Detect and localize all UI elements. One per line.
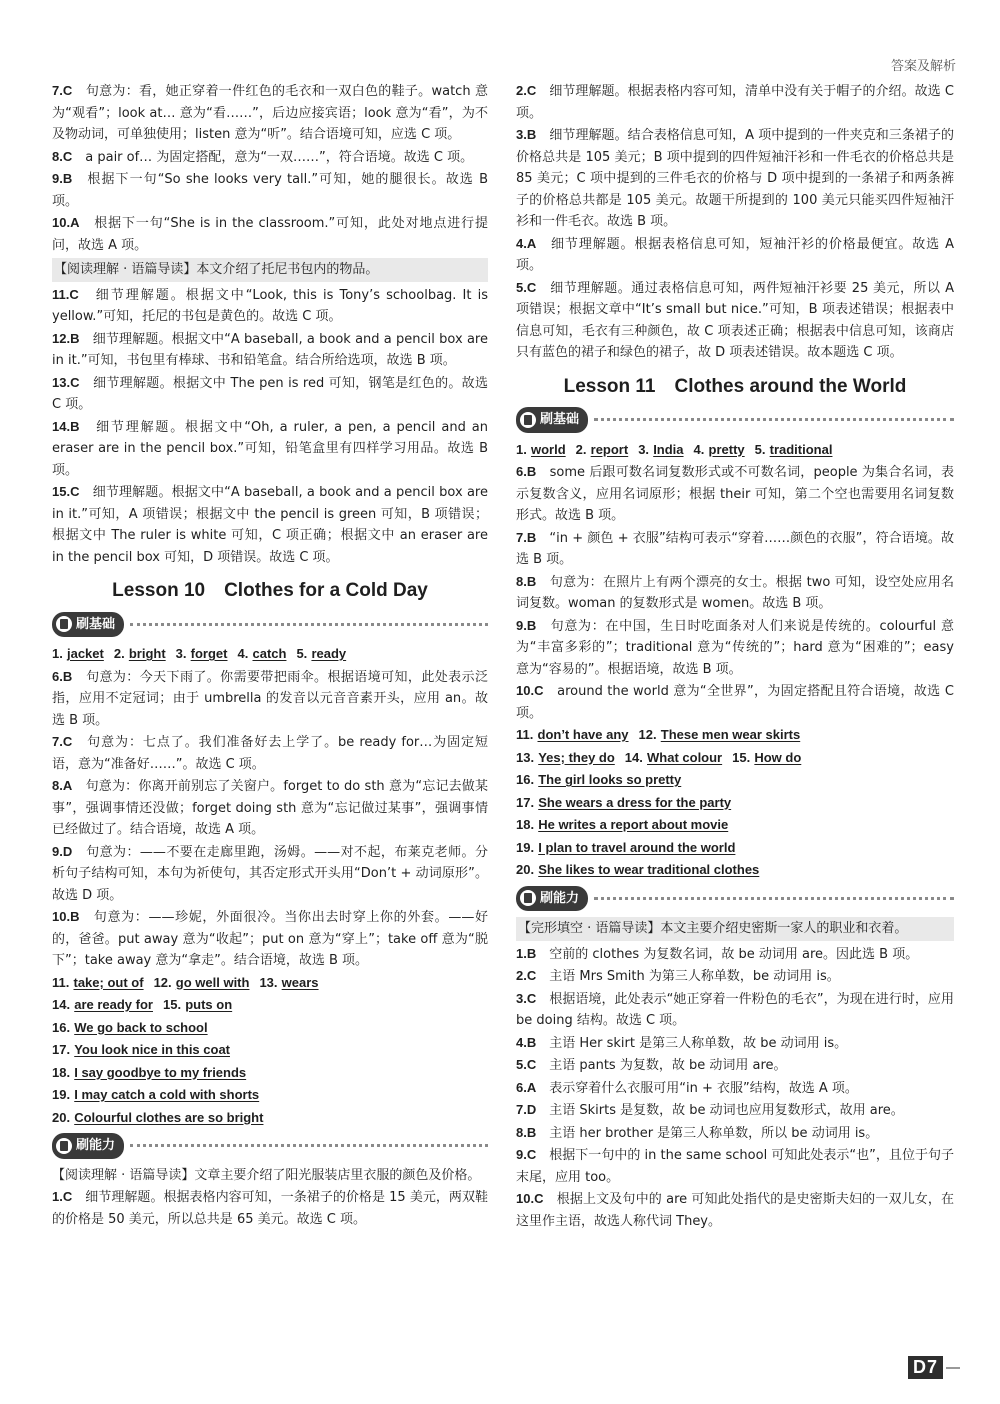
sentence-answer bbox=[52, 1084, 488, 1107]
brush-icon bbox=[56, 1138, 72, 1154]
item-answer: I say goodbye to my friends bbox=[74, 1064, 247, 1080]
dotted-divider bbox=[130, 623, 488, 626]
item-number: 14. bbox=[624, 749, 643, 765]
sentence-answer bbox=[516, 792, 954, 815]
item-answer: D bbox=[62, 843, 73, 859]
item-number: 1. bbox=[52, 1189, 63, 1204]
item-number: 6. bbox=[516, 464, 527, 479]
item-answer: puts on bbox=[185, 997, 233, 1012]
item-explanation: a pair of… 为固定搭配，意为“一双……”，符合语境。故选 C 项。 bbox=[85, 149, 474, 165]
reading-intro-2: 【阅读理解 · 语篇导读】文章主要介绍了阳光服装店里衣服的颜色及价格。 bbox=[52, 1167, 481, 1183]
item-explanation: 细节理解题。通过表格信息可知，两件短袖汗衫要 25 美元，所以 A 项错误；根据文章中“It’s small but nice.”可知，B 项表述错误；根据表中信息可知，毛衣有三种颜色，故 C 项表述正确；根据表中信息可知，该商店只有蓝色的裙子和绿色的裙子，故 D 项表述错误。故本题选 C 项。 bbox=[516, 280, 954, 360]
item-number: 11. bbox=[52, 974, 70, 990]
item-number: 4. bbox=[516, 1034, 527, 1050]
answer-item bbox=[516, 988, 954, 1032]
item-number: 18. bbox=[516, 817, 535, 832]
item-number: 3. bbox=[516, 127, 527, 142]
item-number: 19. bbox=[52, 1087, 71, 1102]
fill-answer bbox=[639, 728, 801, 743]
item-number: 14. bbox=[52, 418, 71, 434]
item-answer: What colour bbox=[647, 749, 723, 765]
answer-item bbox=[52, 775, 488, 841]
item-answer: She wears a dress for the party bbox=[538, 794, 732, 810]
item-number: 4. bbox=[693, 441, 705, 457]
item-number: 12. bbox=[52, 330, 71, 346]
item-answer: A bbox=[62, 778, 73, 793]
page-number: D7 bbox=[908, 1356, 943, 1379]
sentence-answer bbox=[52, 1062, 488, 1085]
answer-item bbox=[516, 527, 954, 571]
item-answer: B bbox=[70, 909, 80, 924]
item-answer: I plan to travel around the world bbox=[538, 839, 736, 855]
right-column bbox=[516, 80, 954, 1232]
right-items-b bbox=[516, 943, 954, 1233]
answer-item bbox=[516, 680, 954, 724]
item-answer: He writes a report about movie bbox=[538, 817, 729, 832]
item-number: 13. bbox=[516, 749, 535, 765]
item-answer: take; out of bbox=[73, 974, 144, 990]
item-answer: B bbox=[526, 945, 537, 961]
item-explanation: 细节理解题。根据表格内容可知，清单中没有关于帽子的介绍。故选 C 项。 bbox=[516, 84, 954, 121]
item-number: 6. bbox=[516, 1079, 527, 1095]
item-answer: C bbox=[62, 734, 73, 749]
answer-item bbox=[516, 277, 954, 364]
answer-item bbox=[52, 168, 488, 212]
item-number: 5. bbox=[296, 646, 308, 661]
item-answer: report bbox=[590, 441, 629, 457]
item-answer: C bbox=[534, 683, 544, 698]
item-number: 7. bbox=[52, 734, 63, 749]
fill-answer bbox=[638, 443, 683, 458]
page-number-tag bbox=[908, 1356, 960, 1379]
item-answer: C bbox=[526, 968, 537, 983]
left-items-b bbox=[52, 284, 488, 569]
answer-item bbox=[516, 943, 954, 966]
item-answer: C bbox=[70, 484, 80, 499]
item-answer: C bbox=[69, 286, 79, 302]
item-explanation: 主语 her brother 是第三人称单数，所以 be 动词用 is。 bbox=[549, 1125, 879, 1141]
item-explanation: 根据语境，此处表示“她正穿着一件粉色的毛衣”，为现在进行时，应用 be doing 结构。故选 C 项。 bbox=[516, 991, 954, 1028]
answer-item bbox=[516, 124, 954, 233]
item-answer: She likes to wear traditional clothes bbox=[538, 862, 760, 877]
basic-section-banner bbox=[52, 612, 488, 638]
brush-icon bbox=[56, 616, 72, 632]
item-answer: India bbox=[653, 441, 684, 457]
item-number: 1. bbox=[516, 441, 527, 457]
answer-item bbox=[516, 1122, 954, 1145]
item-answer: D bbox=[526, 1102, 537, 1117]
item-answer: C bbox=[526, 990, 537, 1006]
item-number: 7. bbox=[52, 83, 63, 98]
answer-item bbox=[516, 1077, 954, 1100]
item-number: 19. bbox=[516, 839, 535, 855]
page-number-rule bbox=[946, 1367, 960, 1369]
l10-fill-row-2 bbox=[52, 972, 488, 995]
left-items-a bbox=[52, 80, 488, 256]
item-answer: go well with bbox=[175, 974, 250, 990]
answer-item bbox=[52, 80, 488, 146]
item-explanation: 主语 Her skirt 是第三人称单数，故 be 动词用 is。 bbox=[549, 1035, 848, 1051]
item-answer: C bbox=[62, 1189, 73, 1204]
answer-item bbox=[52, 906, 488, 972]
item-answer: C bbox=[70, 374, 80, 390]
item-answer: B bbox=[526, 573, 537, 589]
answer-item bbox=[516, 615, 954, 681]
item-answer: C bbox=[526, 279, 537, 295]
answer-item bbox=[52, 1186, 488, 1230]
item-answer: C bbox=[526, 1057, 537, 1072]
right-items-a bbox=[516, 80, 954, 364]
item-number: 9. bbox=[516, 1147, 527, 1162]
item-number: 5. bbox=[516, 279, 527, 295]
item-answer: jacket bbox=[66, 646, 104, 661]
fill-answer bbox=[238, 647, 287, 662]
item-explanation: 空前的 clothes 为复数名词，故 be 动词用 are。因此选 B 项。 bbox=[549, 946, 919, 962]
item-number: 4. bbox=[237, 646, 249, 661]
item-explanation: 细节理解题。根据文中 The pen is red 可知，钢笔是红色的。故选 C 项。 bbox=[52, 375, 488, 412]
fill-answer bbox=[625, 751, 722, 766]
item-answer: B bbox=[70, 418, 80, 434]
reading-intro: 【阅读理解 · 语篇导读】本文介绍了托尼书包内的物品。 bbox=[52, 258, 488, 282]
item-answer: wears bbox=[281, 974, 319, 990]
item-answer: We go back to school bbox=[74, 1019, 208, 1035]
item-explanation: 根据上文及句中的 are 可知此处指代的是史密斯夫妇的一双儿女，在这里作主语，故选人称代词 They。 bbox=[516, 1192, 954, 1229]
item-number: 16. bbox=[516, 772, 535, 787]
item-explanation: 句意为：在照片上有两个漂亮的女士。根据 two 可知，设空处应用名词复数。woman 的复数形式是 women。故选 B 项。 bbox=[516, 574, 954, 611]
brush-icon bbox=[520, 412, 536, 428]
item-number: 10. bbox=[52, 215, 71, 230]
answer-item bbox=[52, 841, 488, 907]
item-number: 9. bbox=[52, 171, 63, 186]
item-explanation: 句意为：今天下雨了。你需要带把雨伞。根据语境可知，此处表示泛指，应用不定冠词；由于 umbrella 的发音以元音音素开头，应用 an。故选 B 项。 bbox=[52, 669, 488, 728]
fill-answer bbox=[296, 647, 346, 662]
item-answer: Yes; they do bbox=[538, 749, 615, 765]
item-number: 2. bbox=[516, 83, 527, 98]
item-number: 9. bbox=[52, 843, 63, 859]
item-answer: B bbox=[62, 668, 73, 684]
l11-fill-row-3 bbox=[516, 747, 954, 770]
basic-section-label: 刷基础 bbox=[516, 407, 588, 433]
answer-item bbox=[52, 731, 488, 775]
ability-section-banner bbox=[516, 886, 954, 912]
item-explanation: 表示穿着什么衣服可用“in + 衣服”结构，故选 A 项。 bbox=[549, 1080, 858, 1096]
item-number: 18. bbox=[52, 1064, 71, 1080]
fill-answer bbox=[163, 998, 232, 1013]
l10-fill-row-1 bbox=[52, 643, 488, 666]
item-number: 8. bbox=[516, 1124, 527, 1140]
item-explanation: 根据下一句中的 in the same school 可知此处表示“也”，且位于句子末尾，应用 too。 bbox=[516, 1148, 954, 1185]
item-explanation: “in + 颜色 + 衣服”结构可表示“穿着……颜色的衣服”，符合语境。故选 B 项。 bbox=[516, 530, 954, 567]
basic-section-banner bbox=[516, 407, 954, 433]
answer-item bbox=[516, 1032, 954, 1055]
sentence-answer bbox=[52, 1017, 488, 1040]
item-answer: don’t have any bbox=[537, 727, 629, 742]
item-explanation: 细节理解题。根据表格信息可知，短袖汗衫的价格最便宜。故选 A 项。 bbox=[516, 236, 954, 273]
item-explanation: 根据下一句“So she looks very tall.”可知，她的腿很长。故选 B 项。 bbox=[52, 172, 488, 209]
l11-sentences bbox=[516, 769, 954, 882]
item-number: 9. bbox=[516, 617, 527, 633]
item-answer: B bbox=[526, 464, 537, 479]
item-number: 2. bbox=[113, 646, 125, 661]
item-answer: These men wear skirts bbox=[660, 727, 801, 742]
item-number: 8. bbox=[52, 778, 63, 793]
brush-icon bbox=[520, 890, 536, 906]
item-explanation: 主语 Mrs Smith 为第三人称单数，be 动词用 is。 bbox=[549, 969, 840, 984]
item-explanation: 细节理解题。根据表格内容可知，一条裙子的价格是 15 美元，两双鞋的价格是 50 美元，所以总共是 65 美元。故选 C 项。 bbox=[52, 1190, 488, 1227]
answer-item bbox=[52, 666, 488, 732]
item-number: 15. bbox=[162, 997, 182, 1012]
answer-item bbox=[52, 372, 488, 416]
sentence-answer bbox=[516, 859, 954, 882]
lesson-11-title: Lesson 11 Clothes around the World bbox=[563, 375, 907, 397]
item-number: 8. bbox=[516, 573, 527, 589]
item-number: 1. bbox=[52, 646, 63, 661]
item-number: 2. bbox=[575, 441, 587, 457]
fill-answer bbox=[516, 751, 615, 766]
item-number: 17. bbox=[52, 1042, 71, 1057]
answer-item bbox=[516, 571, 954, 615]
item-number: 13. bbox=[52, 374, 71, 390]
item-number: 1. bbox=[516, 945, 527, 961]
cloze-intro: 【完形填空 · 语篇导读】本文主要介绍史密斯一家人的职业和衣着。 bbox=[516, 917, 954, 941]
l11-fill-row-2 bbox=[516, 724, 954, 747]
answer-item bbox=[516, 1188, 954, 1232]
l10-fill-row-3 bbox=[52, 994, 488, 1017]
item-number: 10. bbox=[52, 909, 71, 924]
basic-section-label: 刷基础 bbox=[52, 612, 124, 638]
item-number: 10. bbox=[516, 683, 535, 698]
left-items-c bbox=[52, 1186, 488, 1230]
item-explanation: around the world 意为“全世界”，为固定搭配且符合语境，故选 C 项。 bbox=[516, 684, 954, 721]
fill-answer bbox=[516, 443, 566, 458]
item-answer: bright bbox=[128, 646, 166, 661]
fill-answer bbox=[755, 443, 833, 458]
item-number: 20. bbox=[52, 1109, 71, 1125]
item-answer: You look nice in this coat bbox=[74, 1042, 230, 1057]
item-explanation: 句意为：在中国，生日时吃面条对人们来说是传统的。colourful 意为“丰富多彩的”；traditional 意为“传统的”；hard 意为“困难的”；easy 意为“容易的”。根据语境，故选 B 项。 bbox=[516, 618, 954, 677]
answer-item bbox=[52, 416, 488, 482]
item-number: 3. bbox=[516, 990, 527, 1006]
item-explanation: 主语 Skirts 是复数，故 be 动词也应用复数形式，故用 are。 bbox=[549, 1103, 904, 1118]
fill-answer bbox=[52, 647, 104, 662]
item-number: 8. bbox=[52, 148, 63, 164]
dotted-divider bbox=[594, 418, 954, 421]
item-number: 10. bbox=[516, 1191, 535, 1206]
l10-items bbox=[52, 666, 488, 972]
item-answer: B bbox=[70, 330, 80, 346]
item-number: 6. bbox=[52, 668, 63, 684]
item-answer: forget bbox=[190, 646, 228, 661]
fill-answer bbox=[259, 976, 318, 991]
item-answer: How do bbox=[754, 749, 802, 765]
item-number: 12. bbox=[638, 727, 657, 742]
lesson-10-title: Lesson 10 Clothes for a Cold Day bbox=[112, 580, 428, 601]
left-column bbox=[52, 80, 488, 1230]
fill-answer bbox=[516, 728, 629, 743]
item-explanation: 句意为：——珍妮，外面很冷。当你出去时穿上你的外套。——好的，爸爸。put away 意为“收起”；put on 意为“穿上”；take off 意为“脱下”；take away 意为“拿走”。结合语境，故选 B 项。 bbox=[52, 910, 488, 968]
item-number: 15. bbox=[52, 484, 71, 499]
item-explanation: 主语 pants 为复数，故 be 动词用 are。 bbox=[549, 1058, 787, 1073]
item-answer: world bbox=[530, 441, 566, 457]
item-answer: The girl looks so pretty bbox=[538, 772, 682, 787]
answer-item bbox=[516, 461, 954, 527]
item-number: 12. bbox=[153, 974, 172, 990]
ability-section-banner bbox=[52, 1133, 488, 1159]
fill-answer bbox=[154, 976, 250, 991]
item-number: 11. bbox=[516, 727, 534, 742]
item-answer: B bbox=[526, 127, 537, 142]
answer-item bbox=[52, 481, 488, 568]
item-explanation: 句意为：七点了。我们准备好去上学了。be ready for…为固定短语，意为“准备好……”。故选 C 项。 bbox=[52, 735, 488, 772]
item-answer: B bbox=[526, 617, 537, 633]
item-answer: A bbox=[70, 215, 80, 230]
l11-items bbox=[516, 461, 954, 724]
dotted-divider bbox=[594, 897, 954, 900]
item-number: 14. bbox=[52, 997, 71, 1012]
item-answer: ready bbox=[311, 646, 347, 661]
item-number: 4. bbox=[516, 235, 527, 251]
item-number: 7. bbox=[516, 529, 527, 545]
item-explanation: 句意为：看，她正穿着一件红色的毛衣和一双白色的鞋子。watch 意为“观看”；look at… 意为“看……”，后边应接宾语；look 意为“看”，为不及物动词，可单独使用；listen 意为“听”。结合语境可知，应选 C 项。 bbox=[52, 84, 488, 142]
ability-section-label: 刷能力 bbox=[516, 886, 588, 912]
answer-item bbox=[516, 965, 954, 988]
sentence-answer bbox=[516, 837, 954, 860]
l10-sentences bbox=[52, 1017, 488, 1130]
item-answer: B bbox=[526, 1124, 537, 1140]
item-answer: A bbox=[526, 1079, 537, 1095]
item-answer: B bbox=[526, 1034, 537, 1050]
item-explanation: 细节理解题。根据文中“A baseball, a book and a pencil box are in it.”可知，A 项错误；根据文中 the pencil is green 可知，B 项错误；根据文中 The ruler is white 可知，C 项正确；根据文中 an eraser are in the pencil box 可知，D 项错误。故选 C 项。 bbox=[52, 485, 488, 565]
item-answer: C bbox=[534, 1191, 544, 1206]
ability-section-label: 刷能力 bbox=[52, 1133, 124, 1159]
sentence-answer bbox=[52, 1107, 488, 1130]
item-number: 17. bbox=[516, 794, 535, 810]
item-number: 20. bbox=[516, 862, 535, 877]
l11-fill-row-1 bbox=[516, 439, 954, 462]
item-number: 11. bbox=[52, 286, 70, 302]
item-number: 7. bbox=[516, 1102, 527, 1117]
item-answer: I may catch a cold with shorts bbox=[74, 1087, 260, 1102]
item-answer: catch bbox=[252, 646, 287, 661]
item-explanation: 细节理解题。根据文中“Oh, a ruler, a pen, a pencil and an eraser are in the pencil box.”可知，铅笔盒里有四样学习用品。故选 B 项。 bbox=[52, 419, 488, 478]
item-number: 5. bbox=[754, 441, 766, 457]
item-number: 3. bbox=[638, 441, 650, 457]
sentence-answer bbox=[516, 769, 954, 792]
item-answer: C bbox=[62, 83, 73, 98]
fill-answer bbox=[52, 976, 144, 991]
answer-item bbox=[516, 1144, 954, 1188]
answer-item bbox=[52, 328, 488, 372]
item-number: 3. bbox=[175, 646, 187, 661]
answer-item bbox=[516, 1054, 954, 1077]
item-answer: traditional bbox=[769, 441, 833, 457]
item-explanation: 细节理解题。根据文中“Look, this is Tony’s schoolbag. It is yellow.”可知，托尼的书包是黄色的。故选 C 项。 bbox=[52, 287, 488, 324]
answer-item bbox=[52, 146, 488, 169]
item-explanation: 细节理解题。根据文中“A baseball, a book and a pencil box are in it.”可知，书包里有棒球、书和铅笔盒。结合所给选项，故选 B 项。 bbox=[52, 331, 488, 368]
answer-item bbox=[516, 233, 954, 277]
item-number: 2. bbox=[516, 968, 527, 983]
item-explanation: 根据下一句“She is in the classroom.”可知，此处对地点进行提问，故选 A 项。 bbox=[52, 216, 488, 253]
dotted-divider bbox=[130, 1144, 488, 1147]
sentence-answer bbox=[516, 814, 954, 837]
sentence-answer bbox=[52, 1039, 488, 1062]
fill-answer bbox=[576, 443, 629, 458]
item-answer: are ready for bbox=[74, 997, 153, 1012]
item-number: 13. bbox=[259, 974, 278, 990]
fill-answer bbox=[176, 647, 228, 662]
item-explanation: 细节理解题。结合表格信息可知，A 项中提到的一件夹克和三条裙子的价格总共是 105 美元；B 项中提到的四件短袖汗衫和一件毛衣的价格总共是 85 美元；C 项中提到的三件毛衣的价格与 D 项中提到的一条裙子和两条裤子的价格总共都是 105 美元。故题干所提到的 100 美元只能买四件短袖汗衫和一件毛衣。故选 B 项。 bbox=[516, 128, 954, 229]
item-explanation: 句意为：——不要在走廊里跑，汤姆。——对不起，布莱克老师。分析句子结构可知，本句为祈使句，其否定形式开头用“Don’t + 动词原形”。故选 D 项。 bbox=[52, 844, 488, 903]
item-number: 15. bbox=[732, 749, 751, 765]
answer-item bbox=[516, 80, 954, 124]
item-explanation: 句意为：你离开前别忘了关窗户。forget to do sth 意为“忘记去做某事”，强调事情还没做；forget doing sth 意为“忘记做过某事”，强调事情已经做过了。结合语境，故选 A 项。 bbox=[52, 779, 488, 837]
item-explanation: some 后跟可数名词复数形式或不可数名词，people 为集合名词，表示复数含义，应用名词原形；根据 their 可知，第二个空也需要用名词复数形式。故选 B 项。 bbox=[516, 465, 954, 523]
item-answer: A bbox=[526, 235, 537, 251]
item-answer: C bbox=[62, 148, 73, 164]
item-answer: C bbox=[526, 1147, 537, 1162]
item-answer: C bbox=[526, 83, 537, 98]
fill-answer bbox=[52, 998, 153, 1013]
page-header: 答案及解析 bbox=[890, 59, 956, 74]
item-answer: Colourful clothes are so bright bbox=[74, 1109, 264, 1125]
answer-item bbox=[52, 284, 488, 328]
item-answer: B bbox=[526, 529, 537, 545]
fill-answer bbox=[114, 647, 166, 662]
fill-answer bbox=[694, 443, 745, 458]
item-number: 5. bbox=[516, 1057, 527, 1072]
item-number: 16. bbox=[52, 1019, 71, 1035]
item-answer: B bbox=[62, 171, 73, 186]
answer-item bbox=[516, 1099, 954, 1122]
fill-answer bbox=[732, 751, 801, 766]
answer-item bbox=[52, 212, 488, 256]
item-answer: pretty bbox=[708, 441, 745, 457]
